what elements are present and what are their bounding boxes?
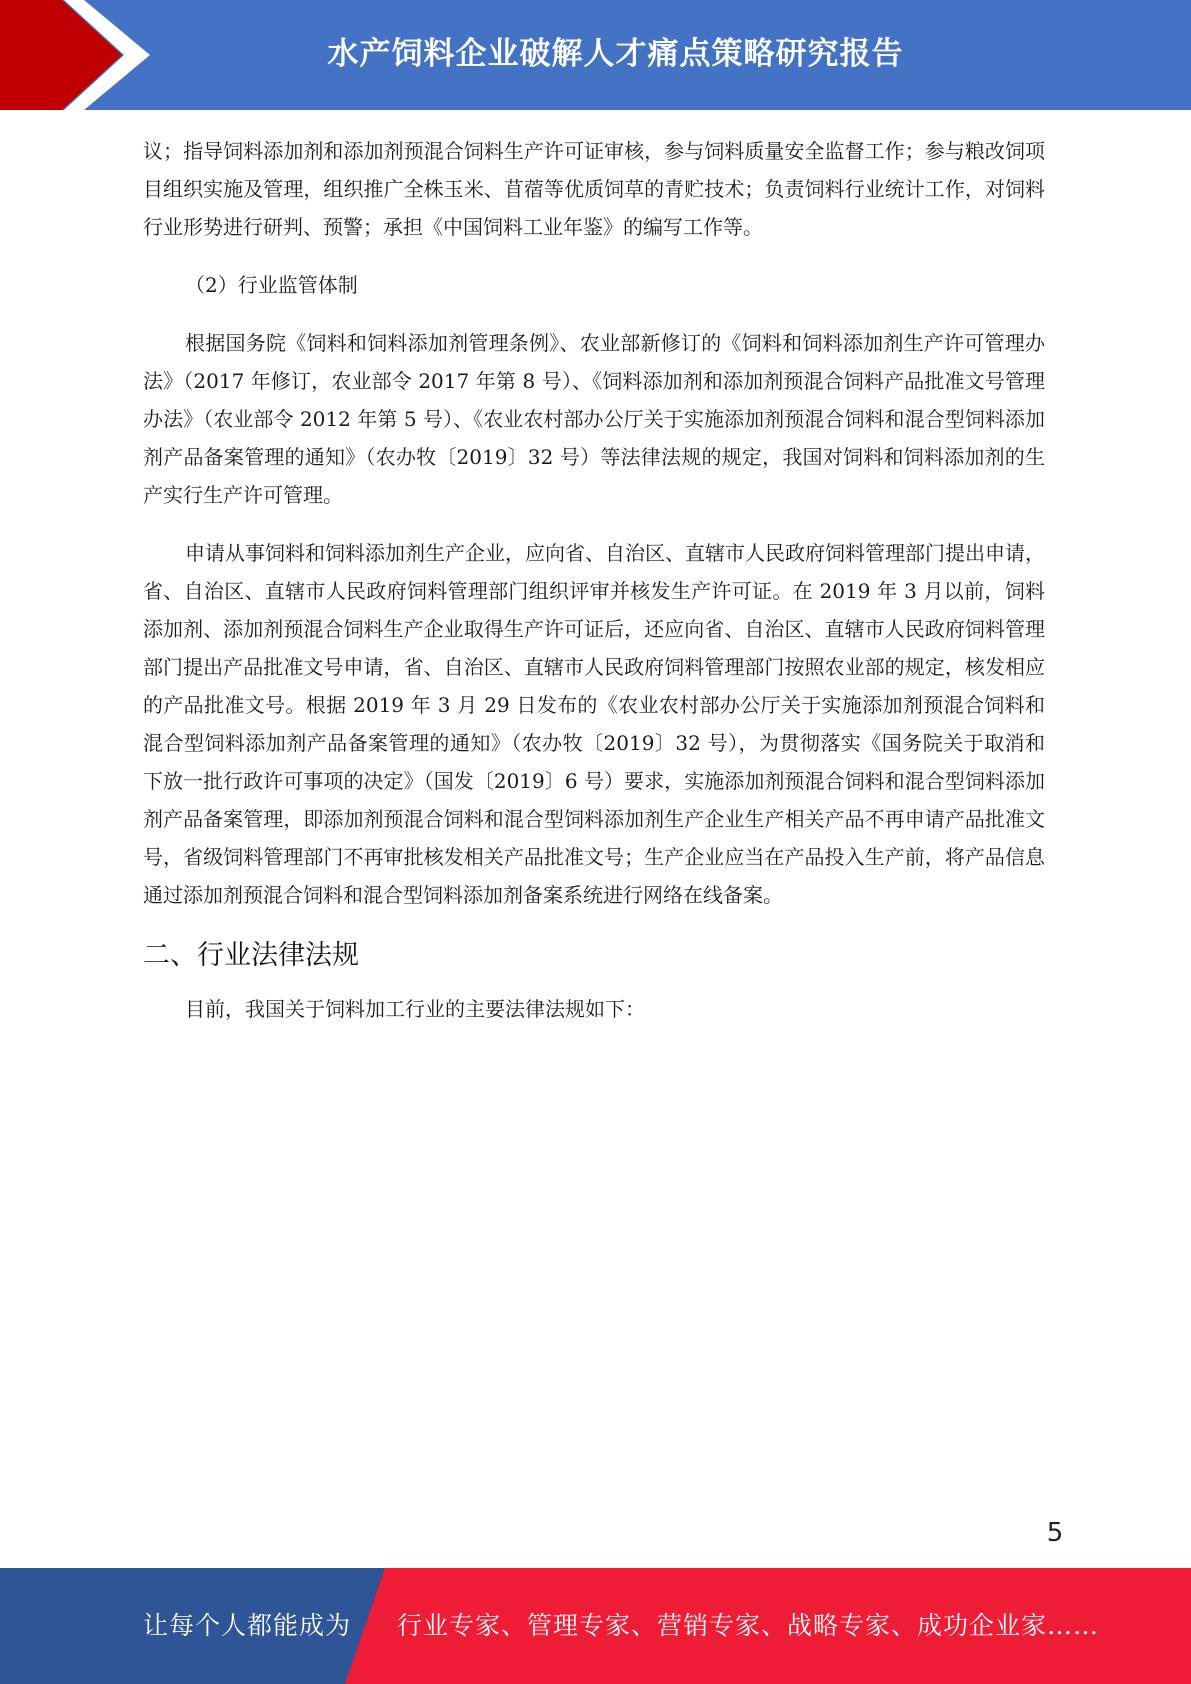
section-heading: 二、行业法律法规 — [143, 940, 359, 971]
continued-paragraph: 议；指导饲料添加剂和添加剂预混合饲料生产许可证审核，参与饲料质量安全监督工作；参与粮改饲项目组织实施及管理，组织推广全株玉米、苜蓿等优质饲草的青贮技术；负责饲料行业统计工作，对饲料行业形势进行研判、预警；承担《中国饲料工业年鉴》的编写工作等。 — [143, 139, 1045, 239]
regulation-paragraph: 根据国务院《饲料和饲料添加剂管理条例》、农业部新修订的《饲料和饲料添加剂生产许可管理办法》（2017 年修订，农业部令 2017 年第 8 号）、《饲料添加剂和添加剂预混合饲料产品批准文号管理办法》（农业部令 2012 年第 5 号）、《农业农村部办公厅关于实施添加剂预混合饲料和混合型饲料添加剂产品备案管理的通知》（农办牧〔2019〕32 号）等法律法规的规定，我国对饲料和饲料添加剂的生产实行生产许可管理。 — [143, 331, 1045, 507]
subheading-regulatory-system: （2）行业监管体制 — [185, 273, 358, 297]
application-paragraph: 申请从事饲料和饲料添加剂生产企业，应向省、自治区、直辖市人民政府饲料管理部门提出申请，省、自治区、直辖市人民政府饲料管理部门组织评审并核发生产许可证。在 2019 年 3 月以前，饲料添加剂、添加剂预混合饲料生产企业取得生产许可证后，还应向省、自治区、直辖市人民政府饲料管理部门提出产品批准文号申请，省、自治区、直辖市人民政府饲料管理部门按照农业部的规定，核发相应的产品批准文号。根据 2019 年 3 月 29 日发布的《农业农村部办公厅关于实施添加剂预混合饲料和混合型饲料添加剂产品备案管理的通知》（农办牧〔2019〕32 号），为贯彻落实《国务院关于取消和下放一批行政许可事项的决定》（国发〔2019〕6 号）要求，实施添加剂预混合饲料和混合型饲料添加剂产品备案管理，即添加剂预混合饲料和混合型饲料添加剂生产企业生产相关产品不再申请产品批准文号，省级饲料管理部门不再审批核发相关产品批准文号；生产企业应当在产品投入生产前，将产品信息通过添加剂预混合饲料和混合型饲料添加剂备案系统进行网络在线备案。 — [143, 541, 1045, 907]
footer-slogan-left: 让每个人都能成为 — [143, 1611, 352, 1640]
page-footer — [0, 1568, 1191, 1684]
page-body — [143, 132, 1045, 1028]
report-title: 水产饲料企业破解人才痛点策略研究报告 — [327, 36, 904, 72]
page-header — [0, 0, 1191, 110]
footer-slogan-right: 行业专家、管理专家、营销专家、战略专家、成功企业家…… — [397, 1611, 1100, 1640]
page-number: 5 — [1046, 1518, 1064, 1548]
intro-paragraph: 目前，我国关于饲料加工行业的主要法律法规如下： — [185, 997, 645, 1021]
